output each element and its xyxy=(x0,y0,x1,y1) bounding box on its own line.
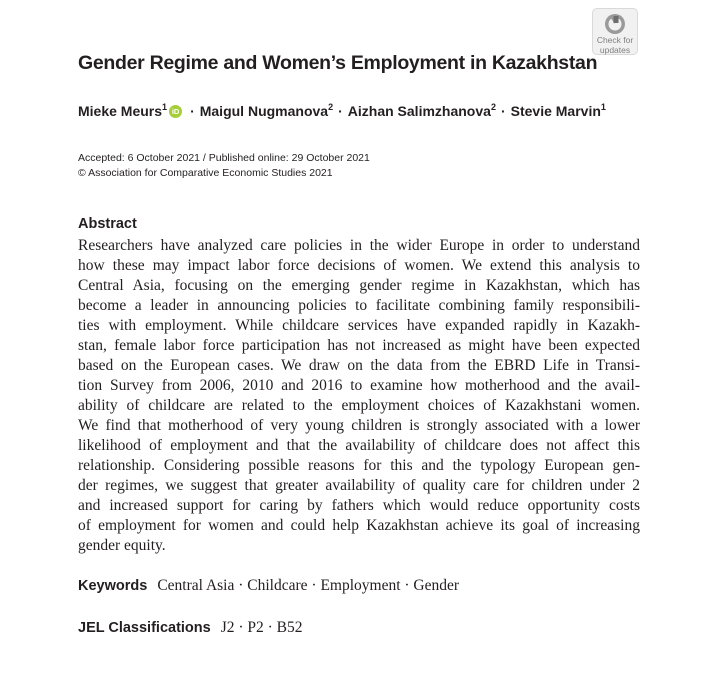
author-list xyxy=(78,103,606,119)
author-name[interactable]: Aizhan Salimzhanova xyxy=(347,103,491,119)
author-separator: · xyxy=(500,103,506,119)
publication-info xyxy=(78,151,370,181)
copyright-notice: © Association for Comparative Economic Studies 2021 xyxy=(78,167,333,179)
abstract-line: tion Survey from 2006, 2010 and 2016 to examine how motherhood and the avail- xyxy=(78,377,640,394)
jel-label: JEL Classifications xyxy=(78,620,211,636)
keywords-section xyxy=(78,577,459,595)
author-name[interactable]: Maigul Nugmanova xyxy=(199,103,329,119)
author-separator: · xyxy=(338,103,343,119)
keywords-value: Central Asia · Childcare · Employment · Gender xyxy=(157,577,460,594)
abstract-line: become a leader in announcing policies to facilitate combining family responsibili- xyxy=(78,297,640,314)
jel-section xyxy=(78,619,303,637)
author-affiliation: 2 xyxy=(328,102,334,112)
abstract-line: based on the European cases. We draw on the data from the EBRD Life in Transi- xyxy=(78,357,640,374)
abstract-text xyxy=(78,236,640,556)
abstract-line: and increased support for caring by fathers which would reduce opportunity costs xyxy=(78,497,640,514)
author-name[interactable]: Stevie Marvin xyxy=(510,103,601,119)
abstract-line: stan, female labor force participation has not increased as might have been expected xyxy=(78,337,640,354)
jel-value: J2 · P2 · B52 xyxy=(220,619,303,636)
keywords-label: Keywords xyxy=(78,578,148,594)
abstract-line: relationship. Considering possible reasons for this and the typology European gen- xyxy=(78,457,640,474)
abstract-line: likelihood of employment and that the availability of childcare does not affect this xyxy=(78,437,640,454)
author-affiliation: 1 xyxy=(600,102,606,112)
abstract-line: of employment for women and could help Kazakhstan achieve its goal of increasing xyxy=(78,517,640,534)
abstract-line: gender equity. xyxy=(78,537,166,554)
abstract-line: Researchers have analyzed care policies in the wider Europe in order to understand xyxy=(78,237,640,254)
author-affiliation: 2 xyxy=(490,102,496,112)
check-for-updates-badge[interactable] xyxy=(592,8,638,55)
publication-dates: Accepted: 6 October 2021 / Published online: 29 October 2021 xyxy=(78,152,370,164)
abstract-line: how these may impact labor force decisions of women. We extend this analysis to xyxy=(78,257,640,274)
abstract-line: der regimes, we suggest that greater availability of quality care for children under 2 xyxy=(78,477,640,494)
orcid-icon[interactable]: iD xyxy=(169,105,182,118)
author-separator: · xyxy=(190,103,195,119)
abstract-heading: Abstract xyxy=(78,216,137,232)
check-for-updates-icon xyxy=(604,13,626,35)
paper-title: Gender Regime and Women’s Employment in Kazakhstan xyxy=(78,52,598,74)
abstract-line: ties with employment. While childcare services have expanded rapidly in Kazakh- xyxy=(78,317,640,334)
abstract-line: Central Asia, focusing on the emerging gender regime in Kazakhstan, which has xyxy=(78,277,640,294)
abstract-line: We find that motherhood of very young children is strongly associated with a lower xyxy=(78,417,640,434)
badge-text-line2: updates xyxy=(599,45,631,55)
badge-text-line1: Check for xyxy=(596,35,634,45)
author-affiliation: 1 xyxy=(162,102,168,112)
abstract-line: ability of childcare are related to the employment choices of Kazakhstani women. xyxy=(78,397,640,414)
author-name[interactable]: Mieke Meurs xyxy=(78,103,163,119)
